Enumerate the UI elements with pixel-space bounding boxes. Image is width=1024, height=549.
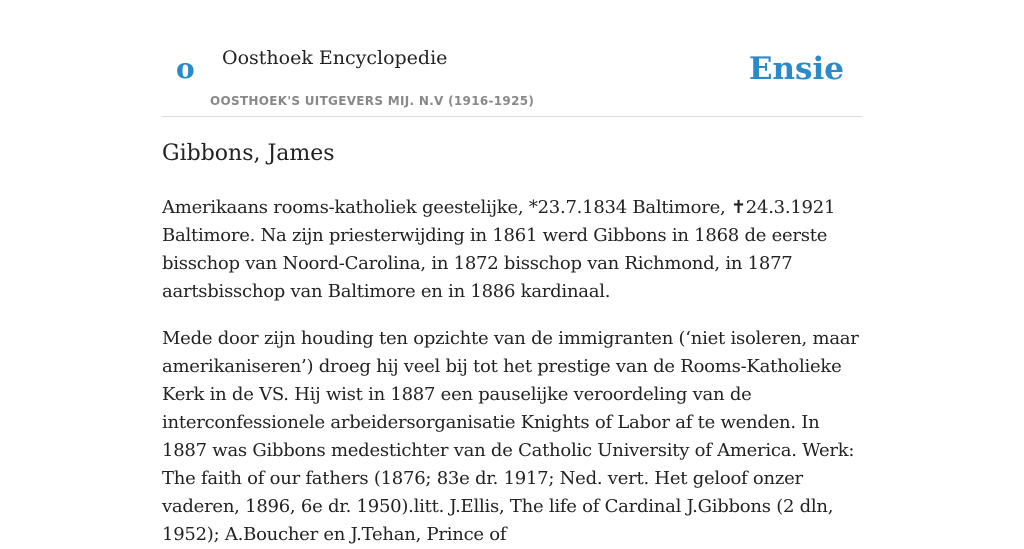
article-title: Gibbons, James [162, 141, 335, 166]
article-paragraph: Amerikaans rooms-katholiek geestelijke, *23.7.1834 Baltimore, ✝24.3.1921 Baltimore. Na zijn priesterwijding in 1861 werd Gibbons in 1868 de eerste bisschop van Noord-Carolina, in 1872 bisschop van Richmond, in 1877 aartsbisschop van Baltimore en in 1886 kardinaal. [162, 197, 836, 302]
brand-logo[interactable]: Ensie [748, 51, 844, 87]
site-title[interactable]: Oosthoek Encyclopedie [222, 47, 448, 69]
article-paragraph: Mede door zijn houding ten opzichte van de immigranten (‘niet isoleren, maar amerikaniseren’) droeg hij veel bij tot het prestige van de Rooms-Katholieke Kerk in de VS. Hij wist in 1887 een pauselijke veroordeling van de interconfessionele arbeidersorganisatie Knights of Labor af te wenden. In 1887 was Gibbons medestichter van de Catholic University of America. Werk: The faith of our fathers (1876; 83e dr. 1917; Ned. vert. Het geloof onzer vaderen, 1896, 6e dr. 1950).litt. J.Ellis, The life of Cardinal J.Gibbons (2 dln, 1952); A.Boucher en J.Tehan, Prince of [162, 328, 859, 545]
site-logo[interactable]: o [176, 52, 195, 85]
publisher-subtitle: OOSTHOEK'S UITGEVERS MIJ. N.V (1916-1925) [210, 94, 535, 108]
article [162, 136, 862, 549]
site-header [162, 0, 862, 117]
